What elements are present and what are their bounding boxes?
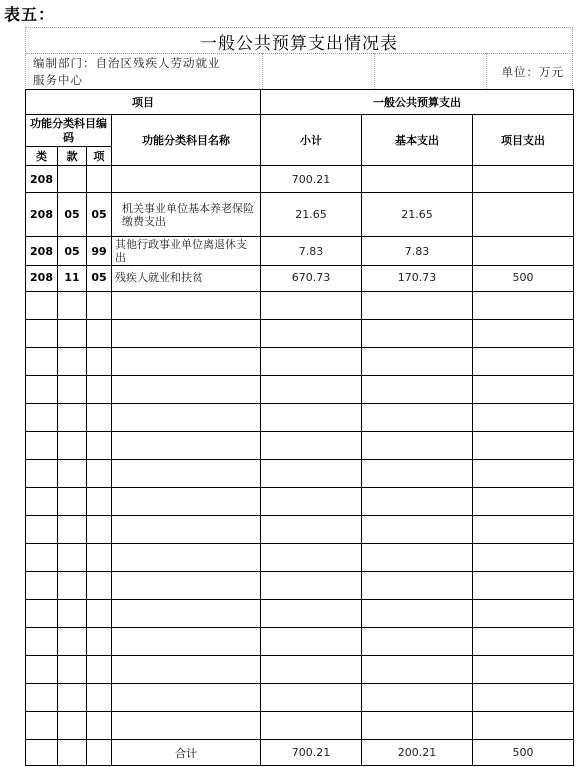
total-subtotal: 700.21 [261,740,362,766]
empty-cell [87,432,112,460]
empty-cell [87,628,112,656]
header-entry: 项 [87,147,112,166]
cell-name: 机关事业单位基本养老保险缴费支出 [112,193,261,237]
cell-name [112,166,261,193]
empty-cell [473,684,574,712]
empty-cell [112,432,261,460]
total-row [26,740,574,766]
empty-row [26,628,574,656]
empty-cell [473,572,574,600]
budget-table [25,89,574,766]
empty-cell [58,600,87,628]
header-divider-v1 [262,53,263,89]
cell-class: 208 [26,166,58,193]
empty-cell [58,376,87,404]
empty-cell [112,712,261,740]
empty-cell [261,348,362,376]
empty-cell [261,656,362,684]
cell-subtotal: 21.65 [261,193,362,237]
empty-row [26,712,574,740]
empty-cell [58,432,87,460]
empty-cell [261,628,362,656]
header-subtotal: 小计 [261,115,362,166]
empty-cell [261,460,362,488]
empty-cell [87,488,112,516]
empty-cell [112,376,261,404]
empty-cell [58,292,87,320]
empty-cell [26,460,58,488]
empty-cell [87,292,112,320]
department-line-2: 服务中心 [33,73,83,87]
empty-cell [362,460,473,488]
empty-cell [112,628,261,656]
table-row [26,193,574,237]
empty-cell [112,544,261,572]
cell-class: 208 [26,237,58,266]
empty-cell [87,600,112,628]
empty-cell [26,712,58,740]
empty-cell [26,404,58,432]
empty-cell [87,656,112,684]
cell-subtotal: 7.83 [261,237,362,266]
empty-cell [261,432,362,460]
empty-cell [112,572,261,600]
empty-cell [362,488,473,516]
header-divider [26,53,572,54]
blank-rows [26,292,574,740]
empty-cell [112,292,261,320]
header-item: 项目 [26,90,261,115]
header-project: 项目支出 [473,115,574,166]
empty-cell [87,460,112,488]
empty-row [26,572,574,600]
empty-cell [473,460,574,488]
header-func-name: 功能分类科目名称 [112,115,261,166]
empty-cell [26,656,58,684]
empty-cell [473,712,574,740]
cell-subtotal: 700.21 [261,166,362,193]
empty-cell [58,572,87,600]
empty-cell [473,292,574,320]
total-project: 500 [473,740,574,766]
empty-cell [58,656,87,684]
empty-row [26,684,574,712]
empty-cell [473,432,574,460]
empty-cell [473,600,574,628]
header-basic: 基本支出 [362,115,473,166]
header-func-code: 功能分类科目编码 [26,115,112,147]
empty-cell [473,488,574,516]
cell-entry: 05 [87,266,112,292]
empty-cell [261,516,362,544]
empty-cell [87,320,112,348]
empty-cell [26,516,58,544]
empty-cell [362,432,473,460]
empty-cell [87,404,112,432]
empty-cell [112,600,261,628]
empty-row [26,292,574,320]
table-row [26,237,574,266]
empty-cell [112,488,261,516]
empty-row [26,544,574,572]
empty-cell [26,628,58,656]
empty-cell [26,320,58,348]
empty-cell [26,488,58,516]
empty-cell [58,684,87,712]
empty-cell [26,348,58,376]
empty-cell [473,628,574,656]
empty-cell [362,572,473,600]
cell-name: 其他行政事业单位离退休支出 [112,237,261,266]
report-header [25,27,573,90]
empty-cell [112,460,261,488]
empty-cell [26,292,58,320]
empty-cell [362,376,473,404]
empty-cell [261,292,362,320]
empty-cell [112,320,261,348]
empty-cell [362,348,473,376]
empty-cell [473,376,574,404]
empty-row [26,656,574,684]
cell-section: 05 [58,237,87,266]
empty-cell [362,544,473,572]
empty-cell [362,404,473,432]
empty-cell [58,628,87,656]
cell-entry [87,166,112,193]
cell-project [473,193,574,237]
header-budget-group: 一般公共预算支出 [261,90,574,115]
cell-basic: 21.65 [362,193,473,237]
cell-class [26,740,58,766]
cell-class: 208 [26,266,58,292]
empty-cell [112,684,261,712]
empty-cell [58,488,87,516]
empty-cell [87,348,112,376]
cell-subtotal: 670.73 [261,266,362,292]
empty-cell [362,320,473,348]
empty-cell [112,656,261,684]
cell-basic: 170.73 [362,266,473,292]
unit-label: 单位：万元 [501,65,564,79]
empty-cell [473,348,574,376]
empty-row [26,348,574,376]
empty-row [26,460,574,488]
report-title: 一般公共预算支出情况表 [200,34,398,54]
header-class: 类 [26,147,58,166]
empty-cell [473,516,574,544]
empty-cell [362,600,473,628]
empty-cell [261,572,362,600]
total-label: 合计 [112,740,261,766]
empty-row [26,516,574,544]
table-row [26,166,574,193]
cell-project [473,237,574,266]
empty-cell [87,376,112,404]
empty-cell [58,516,87,544]
empty-cell [261,376,362,404]
cell-section: 05 [58,193,87,237]
cell-basic: 7.83 [362,237,473,266]
empty-cell [58,544,87,572]
cell-section [58,740,87,766]
empty-row [26,320,574,348]
empty-cell [112,348,261,376]
cell-project: 500 [473,266,574,292]
header-divider-v3 [486,53,487,89]
empty-cell [58,320,87,348]
empty-cell [473,404,574,432]
empty-row [26,432,574,460]
department-info [33,55,263,89]
empty-cell [261,320,362,348]
empty-row [26,600,574,628]
empty-cell [87,572,112,600]
empty-cell [261,544,362,572]
empty-cell [261,404,362,432]
empty-cell [87,544,112,572]
empty-cell [26,376,58,404]
empty-cell [26,684,58,712]
empty-row [26,404,574,432]
empty-cell [26,572,58,600]
cell-name: 残疾人就业和扶贫 [112,266,261,292]
empty-cell [362,684,473,712]
cell-section: 11 [58,266,87,292]
empty-cell [261,600,362,628]
empty-cell [58,712,87,740]
cell-class: 208 [26,193,58,237]
empty-cell [26,600,58,628]
empty-cell [473,656,574,684]
cell-entry [87,740,112,766]
empty-cell [362,628,473,656]
empty-cell [473,544,574,572]
cell-basic [362,166,473,193]
cell-entry: 99 [87,237,112,266]
empty-cell [87,516,112,544]
cell-section [58,166,87,193]
empty-cell [58,404,87,432]
empty-cell [362,516,473,544]
header-divider-v2 [374,53,375,89]
table-label: 表五： [4,5,56,24]
empty-cell [362,292,473,320]
empty-cell [26,544,58,572]
empty-cell [261,488,362,516]
cell-entry: 05 [87,193,112,237]
empty-cell [87,712,112,740]
empty-cell [261,684,362,712]
table-row [26,266,574,292]
empty-cell [112,404,261,432]
empty-cell [362,656,473,684]
empty-cell [58,460,87,488]
empty-cell [112,516,261,544]
empty-cell [87,684,112,712]
empty-cell [26,432,58,460]
empty-cell [362,712,473,740]
empty-row [26,376,574,404]
empty-cell [58,348,87,376]
empty-cell [473,320,574,348]
header-section: 款 [58,147,87,166]
department-line-1: 编制部门：自治区残疾人劳动就业 [33,56,221,70]
total-basic: 200.21 [362,740,473,766]
empty-cell [261,712,362,740]
cell-project [473,166,574,193]
empty-row [26,488,574,516]
